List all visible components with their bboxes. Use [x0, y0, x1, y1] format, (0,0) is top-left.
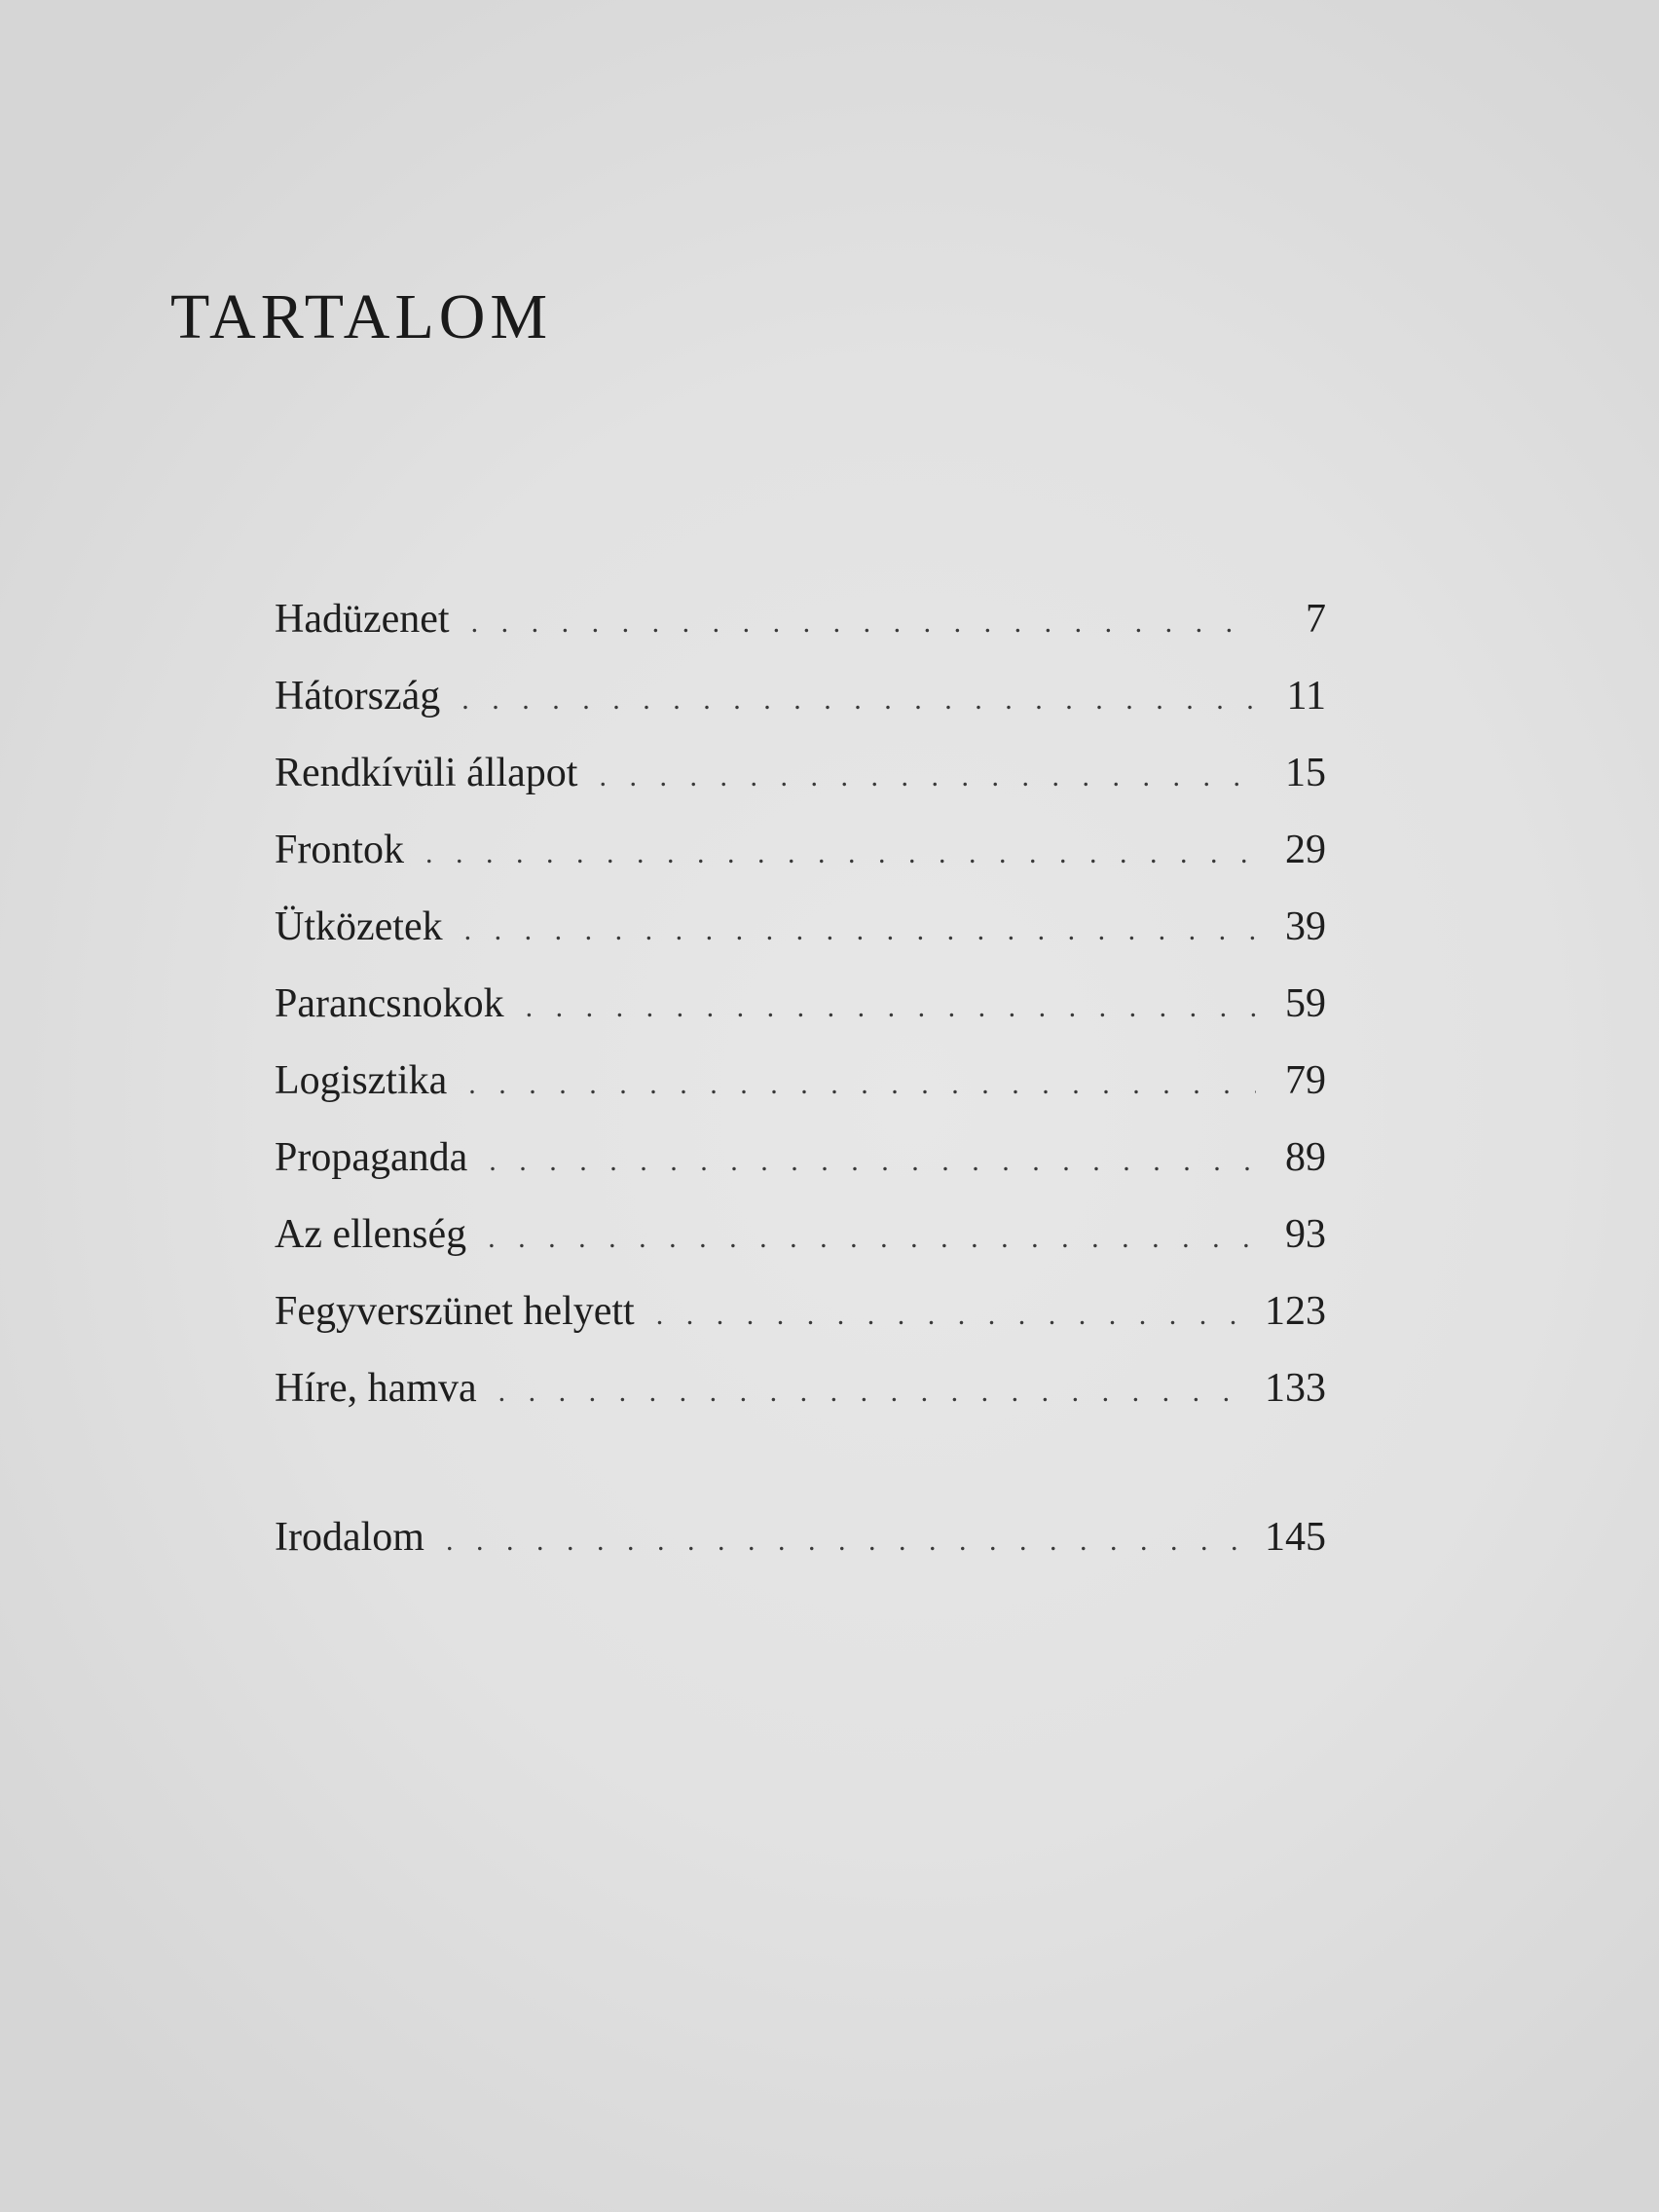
toc-entry-fegyverszunet-helyett	[275, 1288, 1326, 1365]
dot-leader	[488, 1222, 1256, 1255]
toc-entry-rendkivuli-allapot	[275, 750, 1326, 827]
toc-entry-az-ellenseg	[275, 1211, 1326, 1288]
dot-leader	[446, 1525, 1241, 1558]
toc-entry-page-number: 59	[1285, 981, 1326, 1026]
toc-entry-label: Fegyverszünet helyett	[275, 1289, 635, 1334]
dot-leader	[425, 837, 1256, 870]
toc-entry-page-number: 93	[1285, 1212, 1326, 1257]
toc-entry-page-number: 79	[1285, 1058, 1326, 1103]
dot-leader	[526, 991, 1256, 1024]
page-title: TARTALOM	[170, 281, 553, 352]
toc-entry-label: Rendkívüli állapot	[275, 751, 578, 795]
toc-entry-logisztika	[275, 1057, 1326, 1134]
toc-entry-label: Hadüzenet	[275, 597, 450, 642]
dot-leader	[468, 1068, 1256, 1101]
dot-leader	[461, 683, 1256, 717]
toc-entry-page-number: 11	[1286, 674, 1326, 719]
toc-entry-page-number: 29	[1285, 828, 1326, 872]
dot-leader	[471, 607, 1256, 640]
toc-entry-label: Ütközetek	[275, 904, 443, 949]
dot-leader	[489, 1145, 1256, 1178]
toc-entry-haduzenet	[275, 596, 1326, 673]
toc-entry-hire-hamva	[275, 1365, 1326, 1442]
toc-entry-label: Logisztika	[275, 1058, 448, 1103]
dot-leader	[599, 760, 1256, 793]
toc-entry-page-number: 145	[1265, 1515, 1326, 1560]
toc-entry-page-number: 89	[1285, 1135, 1326, 1180]
toc-entry-label: Frontok	[275, 828, 405, 872]
toc-entry-propaganda	[275, 1134, 1326, 1211]
toc-entry-utkozetek	[275, 903, 1326, 980]
toc-entry-label: Hátország	[275, 674, 441, 719]
table-of-contents	[275, 596, 1326, 1591]
toc-entry-label: Híre, hamva	[275, 1366, 477, 1411]
toc-entry-label: Az ellenség	[275, 1212, 467, 1257]
toc-entry-page-number: 133	[1265, 1366, 1326, 1411]
toc-entry-hatorszag	[275, 673, 1326, 750]
toc-entry-irodalom	[275, 1514, 1326, 1591]
toc-entry-label: Propaganda	[275, 1135, 468, 1180]
toc-entry-label: Irodalom	[275, 1515, 424, 1560]
toc-entry-page-number: 39	[1285, 904, 1326, 949]
toc-entry-parancsnokok	[275, 980, 1326, 1057]
dot-leader	[464, 914, 1256, 947]
dot-leader	[498, 1376, 1241, 1409]
toc-entry-page-number: 7	[1306, 597, 1326, 642]
toc-entry-frontok	[275, 827, 1326, 903]
dot-leader	[656, 1299, 1241, 1332]
toc-entry-page-number: 15	[1285, 751, 1326, 795]
toc-entry-page-number: 123	[1265, 1289, 1326, 1334]
toc-entry-label: Parancsnokok	[275, 981, 504, 1026]
